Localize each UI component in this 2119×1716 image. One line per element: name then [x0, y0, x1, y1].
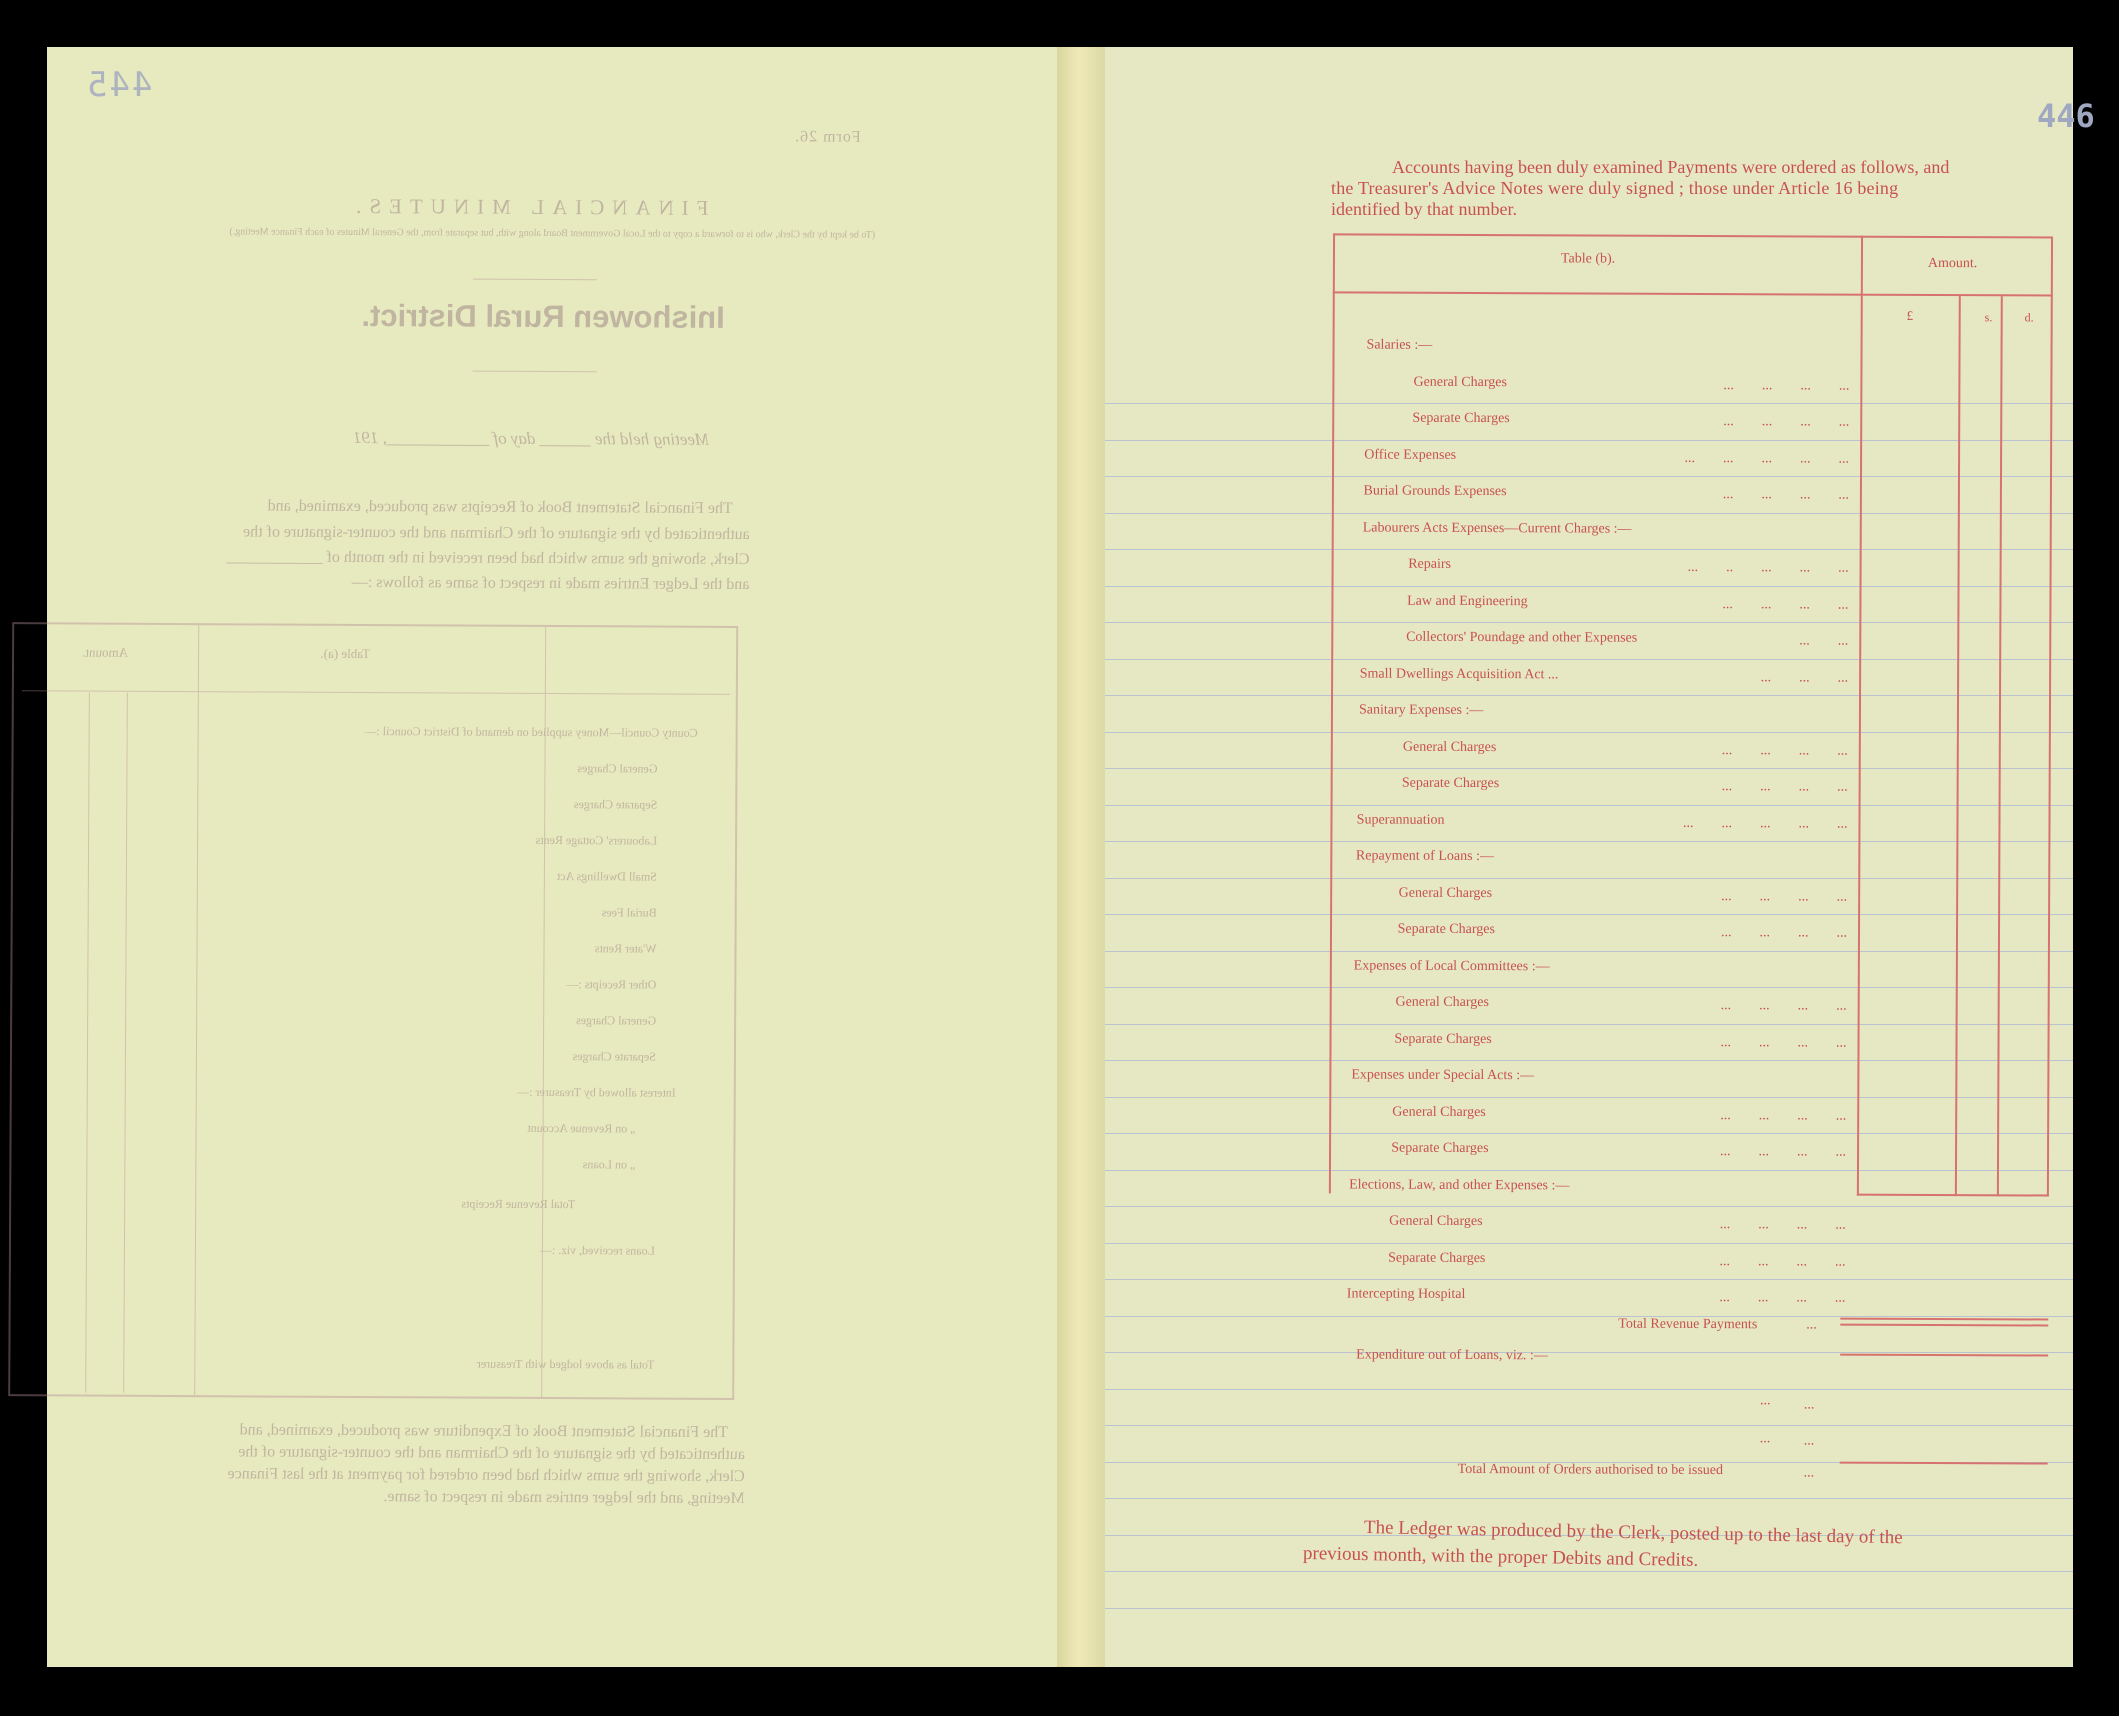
total-revenue-payments: Total Revenue Payments	[1618, 1316, 1758, 1333]
closing-line: The Ledger was produced by the Clerk, posted up to the last day of the	[1363, 1517, 1903, 1549]
table-b-row-label: Law and Engineering	[1407, 593, 1528, 609]
district-name: Inishowen Rural District.	[361, 297, 725, 335]
table-b-row-label: Elections, Law, and other Expenses :—	[1349, 1176, 1570, 1193]
table-b-row-label: Intercepting Hospital	[1346, 1286, 1466, 1302]
trail-dots: ...	[1803, 1465, 1815, 1481]
total-orders: Total Amount of Orders authorised to be issued	[1457, 1461, 1724, 1479]
intro-line: the Treasurer's Advice Notes were duly signed ; those under Article 16 being	[1331, 178, 1899, 198]
table-a-row: Burial Fees	[601, 905, 657, 920]
table-b-row-leader: ... ... ... ... ...	[1682, 815, 1848, 832]
table-b-row-leader: ... ... ... ...	[1722, 487, 1849, 503]
table-b-row-label: Sanitary Expenses :—	[1358, 702, 1484, 719]
table-b-row-leader: ... ... ... ...	[1720, 1034, 1847, 1051]
table-b-row-label: General Charges	[1402, 739, 1497, 755]
table-b-row-leader: ... ... ... ...	[1720, 998, 1847, 1014]
intro-line: identified by that number.	[1331, 199, 1517, 219]
table-b-row-leader: ... ... ... ... ...	[1684, 450, 1850, 467]
table-a-row: General Charges	[576, 1013, 657, 1028]
table-b-row-label: Separate Charges	[1394, 1031, 1492, 1047]
table-a-row: W'ater Rents	[594, 941, 657, 956]
right-page	[1105, 47, 2095, 1667]
table-b-row-label: Separate Charges	[1401, 775, 1500, 792]
table-a-row: Separate Charges	[572, 1049, 656, 1064]
loans-heading: Expenditure out of Loans, viz. :—	[1356, 1347, 1548, 1364]
receipts-para-line: Clerk, showing the sums which had been received in the month of ____________	[226, 548, 750, 569]
table-b-row-label: Small Dwellings Acquisition Act ...	[1359, 665, 1559, 682]
table-b-row-label: General Charges	[1413, 374, 1507, 390]
table-b-row-label: General Charges	[1392, 1104, 1486, 1120]
table-b-row-leader: ... .. ... ... ...	[1687, 559, 1849, 576]
table-b-row-label: Labourers Acts Expenses—Current Charges :—	[1362, 520, 1632, 537]
table-b-row-leader: ... ... ... ...	[1719, 1217, 1846, 1233]
shillings-column-header: s.	[1984, 310, 1993, 325]
open-ledger-book	[47, 47, 2095, 1667]
left-page-number: 445	[85, 65, 153, 105]
table-b-row-leader: ... ... ... ...	[1719, 1253, 1846, 1270]
table-a-row: Labourers' Cottage Rents	[535, 832, 658, 848]
table-b-row-leader: ... ... ... ...	[1720, 1107, 1847, 1124]
trail-dots: ...	[1803, 1397, 1815, 1413]
closing-line: previous month, with the proper Debits and Credits.	[1302, 1543, 1699, 1571]
meeting-line: Meeting held the ______ day of ____________, 191	[353, 427, 710, 449]
expenditure-para-line: Meeting, and the ledger entries made in respect of same.	[383, 1488, 745, 1508]
book-gutter	[1057, 47, 1105, 1667]
trail-dots: ...	[1759, 1431, 1771, 1447]
table-b-row-label: Repayment of Loans :—	[1355, 848, 1494, 865]
expenditure-para-line: The Financial Statement Book of Expenditure was produced, examined, and	[239, 1421, 729, 1441]
table-b-row-leader: ... ... ... ...	[1722, 596, 1849, 613]
table-b-row-leader: ... ... ... ...	[1723, 414, 1850, 430]
table-b-row-label: Separate Charges	[1388, 1250, 1486, 1266]
table-a-row: Interest allowed by Treasurer :—	[517, 1084, 676, 1100]
receipts-para-line: authenticated by the signature of the Chairman and the counter-signature of the	[243, 523, 750, 544]
table-b-row-label: Expenses under Special Acts :—	[1351, 1067, 1535, 1084]
pounds-column-header: £	[1906, 307, 1914, 323]
pence-column-header: d.	[2024, 310, 2034, 325]
table-a-row: Other Receipts :—	[566, 977, 657, 992]
table-b-row-label: Salaries :—	[1366, 337, 1433, 353]
table-b-row-label: Burial Grounds Expenses	[1363, 483, 1507, 500]
table-b-row-label: Collectors' Poundage and other Expenses	[1406, 629, 1638, 646]
table-a-amount-header: Amount.	[82, 644, 129, 660]
table-b-title: Table (b).	[1560, 251, 1616, 267]
receipts-para-line: and the Ledger Entries made in respect of same as follows :—	[351, 573, 750, 594]
form-number: Form 26.	[794, 128, 861, 146]
trail-dots: ...	[1803, 1433, 1815, 1449]
right-page-number: 446	[2037, 97, 2095, 135]
intro-line: Accounts having been duly examined Payments were ordered as follows, and	[1392, 157, 1950, 177]
table-b-row-label: General Charges	[1395, 994, 1489, 1011]
table-a-row: „ on Revenue Account	[527, 1120, 636, 1136]
financial-minutes-heading: FINANCIAL MINUTES.	[348, 193, 709, 220]
table-b-row-label: Expenses of Local Committees :—	[1353, 957, 1550, 974]
table-b-row-label: Repairs	[1408, 556, 1452, 572]
table-a-row: County Council—Money supplied on demand of District Council :—	[364, 724, 698, 740]
table-a-row: Separate Charges	[573, 797, 658, 812]
trail-dots: ...	[1806, 1317, 1817, 1333]
table-b-row-leader: ... ... ...	[1760, 669, 1849, 686]
table-a-title: Table (a).	[320, 645, 371, 662]
table-a-row: „ on Loans	[582, 1157, 636, 1172]
table-b-row-leader: ... ... ... ...	[1723, 377, 1850, 394]
expenditure-para-line: Clerk, showing the sums which had been ordered for payment at the last Finance	[227, 1465, 745, 1486]
show-through-text	[43, 44, 1061, 1669]
table-b-row-leader: ... ... ... ...	[1720, 1144, 1847, 1160]
table-b-row-label: Separate Charges	[1391, 1140, 1489, 1157]
table-b-row-label: Separate Charges	[1397, 921, 1495, 938]
expenditure-para-line: authenticated by the signature of the Chairman and the counter-signature of the	[238, 1443, 745, 1464]
table-b-row-leader: ... ...	[1799, 633, 1849, 649]
table-b-row-label: General Charges	[1398, 885, 1493, 901]
table-b-amount-header: Amount.	[1927, 255, 1978, 272]
trail-dots: ...	[1759, 1393, 1771, 1409]
table-a-row: Total as above lodged with Treasurer	[476, 1356, 655, 1372]
receipts-para-line: The Financial Statement Book of Receipts was produced, examined, and	[267, 497, 733, 517]
table-a-row: General Charges	[577, 761, 658, 776]
table-b-row-leader: ... ... ... ...	[1719, 1290, 1846, 1306]
left-page	[47, 47, 1057, 1667]
table-a-row: Loans received, viz. :—	[539, 1242, 655, 1258]
table-a-row: Small Dwellings Act	[556, 869, 657, 884]
table-a-row: Total Revenue Receipts	[461, 1196, 576, 1212]
table-b-row-leader: ... ... ... ...	[1720, 925, 1848, 941]
table-b-row-label: Separate Charges	[1412, 410, 1510, 427]
table-b-row-leader: ... ... ... ...	[1721, 779, 1848, 795]
table-b-row-leader: ... ... ... ...	[1721, 742, 1848, 759]
form-instruction: (To be kept by the Clerk, who is to forward a copy to the Local Government Board along with, but separate from, the General Minutes of each Finance Meeting.)	[229, 226, 876, 241]
table-b	[1099, 44, 2074, 1668]
table-b-row-leader: ... ... ... ...	[1721, 888, 1848, 905]
table-b-row-label: Office Expenses	[1364, 447, 1457, 463]
table-b-row-label: General Charges	[1389, 1213, 1483, 1230]
table-b-row-label: Superannuation	[1356, 811, 1445, 828]
